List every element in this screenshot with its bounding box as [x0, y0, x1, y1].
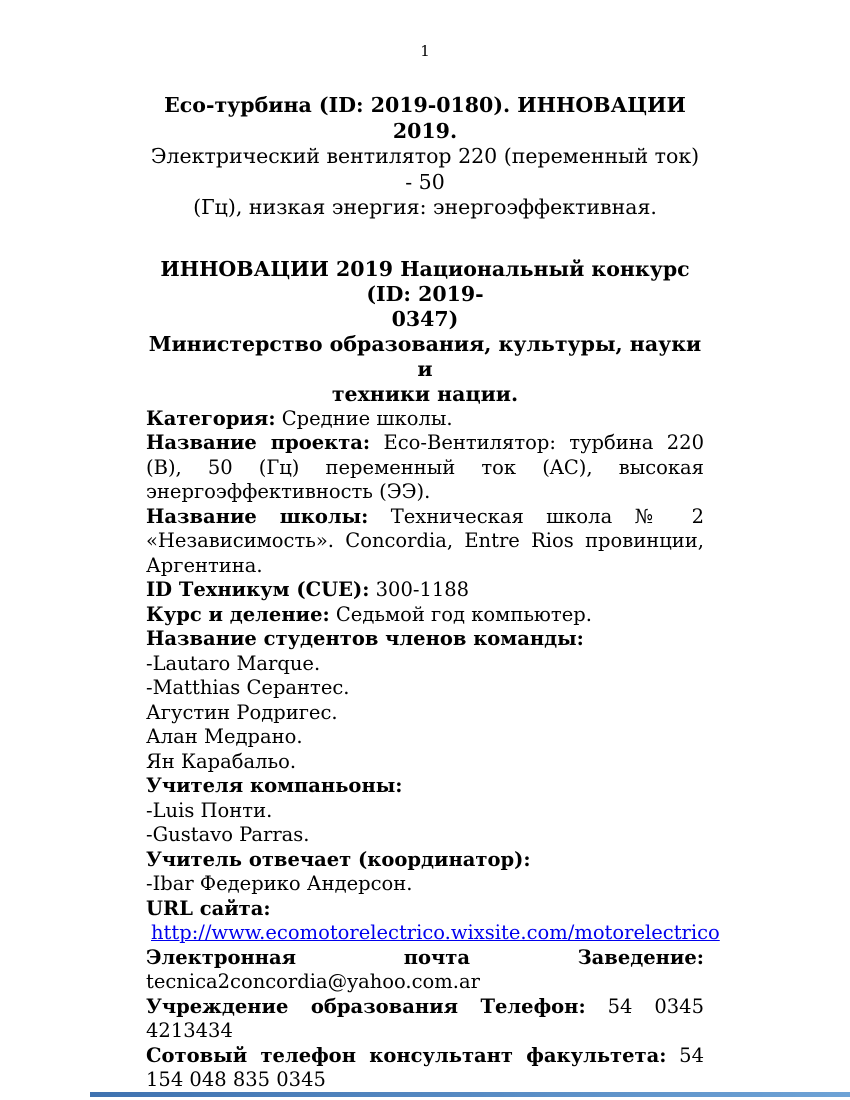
category-value: Средние школы. — [281, 406, 453, 430]
coordinator-heading — [146, 848, 704, 873]
doc-title: Eco-турбина (ID: 2019-0180). ИННОВАЦИИ 2019. — [164, 93, 686, 143]
coordinator-row: -Ibar Федерико Андерсон. — [146, 872, 413, 895]
project-label: Название проекта: — [146, 431, 371, 454]
field-school-name — [146, 505, 704, 579]
field-cell-phone — [146, 1044, 704, 1093]
cue-label: ID Техникум (CUE): — [146, 578, 370, 601]
contest-heading — [146, 257, 704, 332]
site-url-label: URL сайта: — [146, 896, 271, 920]
site-url-heading — [146, 897, 704, 922]
companion-teachers-label: Учителя компаньоны: — [146, 774, 403, 797]
cell-phone-value: 54 154 048 835 0345 — [146, 1043, 704, 1091]
team-member-row: Агустин Родригес. — [146, 700, 338, 724]
field-cue-id — [146, 578, 704, 603]
coordinator-label: Учитель отвечает (координатор): — [146, 847, 531, 871]
website-link[interactable]: http://www.ecomotorelectrico.wixsite.com/motorelectrico — [151, 921, 720, 944]
ministry-heading-line-1: Министерство образования, культуры, науки и — [148, 331, 702, 381]
doc-subtitle-line-2: (Гц), низкая энергия: энергоэффективная. — [193, 195, 657, 219]
site-url-line — [146, 921, 720, 946]
project-value: Eco-Вентилятор: турбина 220 (В), 50 (Гц) переменный ток (AC), высокая энергоэффективность (ЭЭ). — [146, 431, 705, 503]
team-members-heading — [146, 627, 704, 652]
doc-subtitle — [146, 144, 704, 221]
email-value: tecnica2concordia@yahoo.com.ar — [146, 970, 480, 993]
field-email — [146, 946, 704, 995]
school-label: Название школы: — [146, 504, 369, 528]
cell-phone-label: Сотовый телефон консультант факультета: — [146, 1043, 667, 1067]
team-member-row: Алан Медрано. — [146, 725, 303, 748]
course-label: Курс и деление: — [146, 602, 330, 626]
team-member-row: Ян Карабальо. — [146, 749, 297, 773]
ministry-heading-line-2: техники нации. — [331, 381, 519, 406]
course-value: Седьмой год компьютер. — [335, 602, 592, 626]
contest-heading-line-2: 0347) — [391, 306, 459, 331]
team-members-label: Название студентов членов команды: — [146, 627, 584, 650]
companion-teachers-heading — [146, 774, 704, 799]
category-label: Категория: — [146, 406, 276, 430]
page-number: 1 — [420, 42, 430, 60]
school-value: Техническая школа № 2 «Независимость». Concordia, Entre Rios провинции, Аргентина. — [146, 504, 704, 577]
ministry-heading — [146, 332, 704, 407]
email-label: Электронная почта Заведение: — [146, 945, 704, 969]
companion-teacher-row: -Gustavo Parras. — [146, 823, 310, 846]
field-institution-phone — [146, 995, 704, 1044]
institution-phone-value: 54 0345 4213434 — [146, 994, 704, 1042]
institution-phone-label: Учреждение образования Телефон: — [146, 994, 586, 1018]
cue-value: 300-1188 — [375, 578, 470, 601]
team-member-row: -Lautaro Marque. — [146, 651, 321, 675]
field-course — [146, 603, 704, 628]
bottom-page-bar — [90, 1092, 850, 1097]
team-member-row: -Matthias Серантес. — [146, 676, 350, 699]
document-content — [146, 0, 720, 1093]
field-project-name — [146, 431, 704, 505]
doc-subtitle-line-1: Электрический вентилятор 220 (переменный ток) - 50 — [150, 144, 700, 194]
contest-heading-line-1: ИННОВАЦИИ 2019 Национальный конкурс (ID: 2019- — [160, 256, 690, 306]
companion-teacher-row: -Luis Понти. — [146, 798, 273, 822]
field-category — [146, 407, 704, 432]
